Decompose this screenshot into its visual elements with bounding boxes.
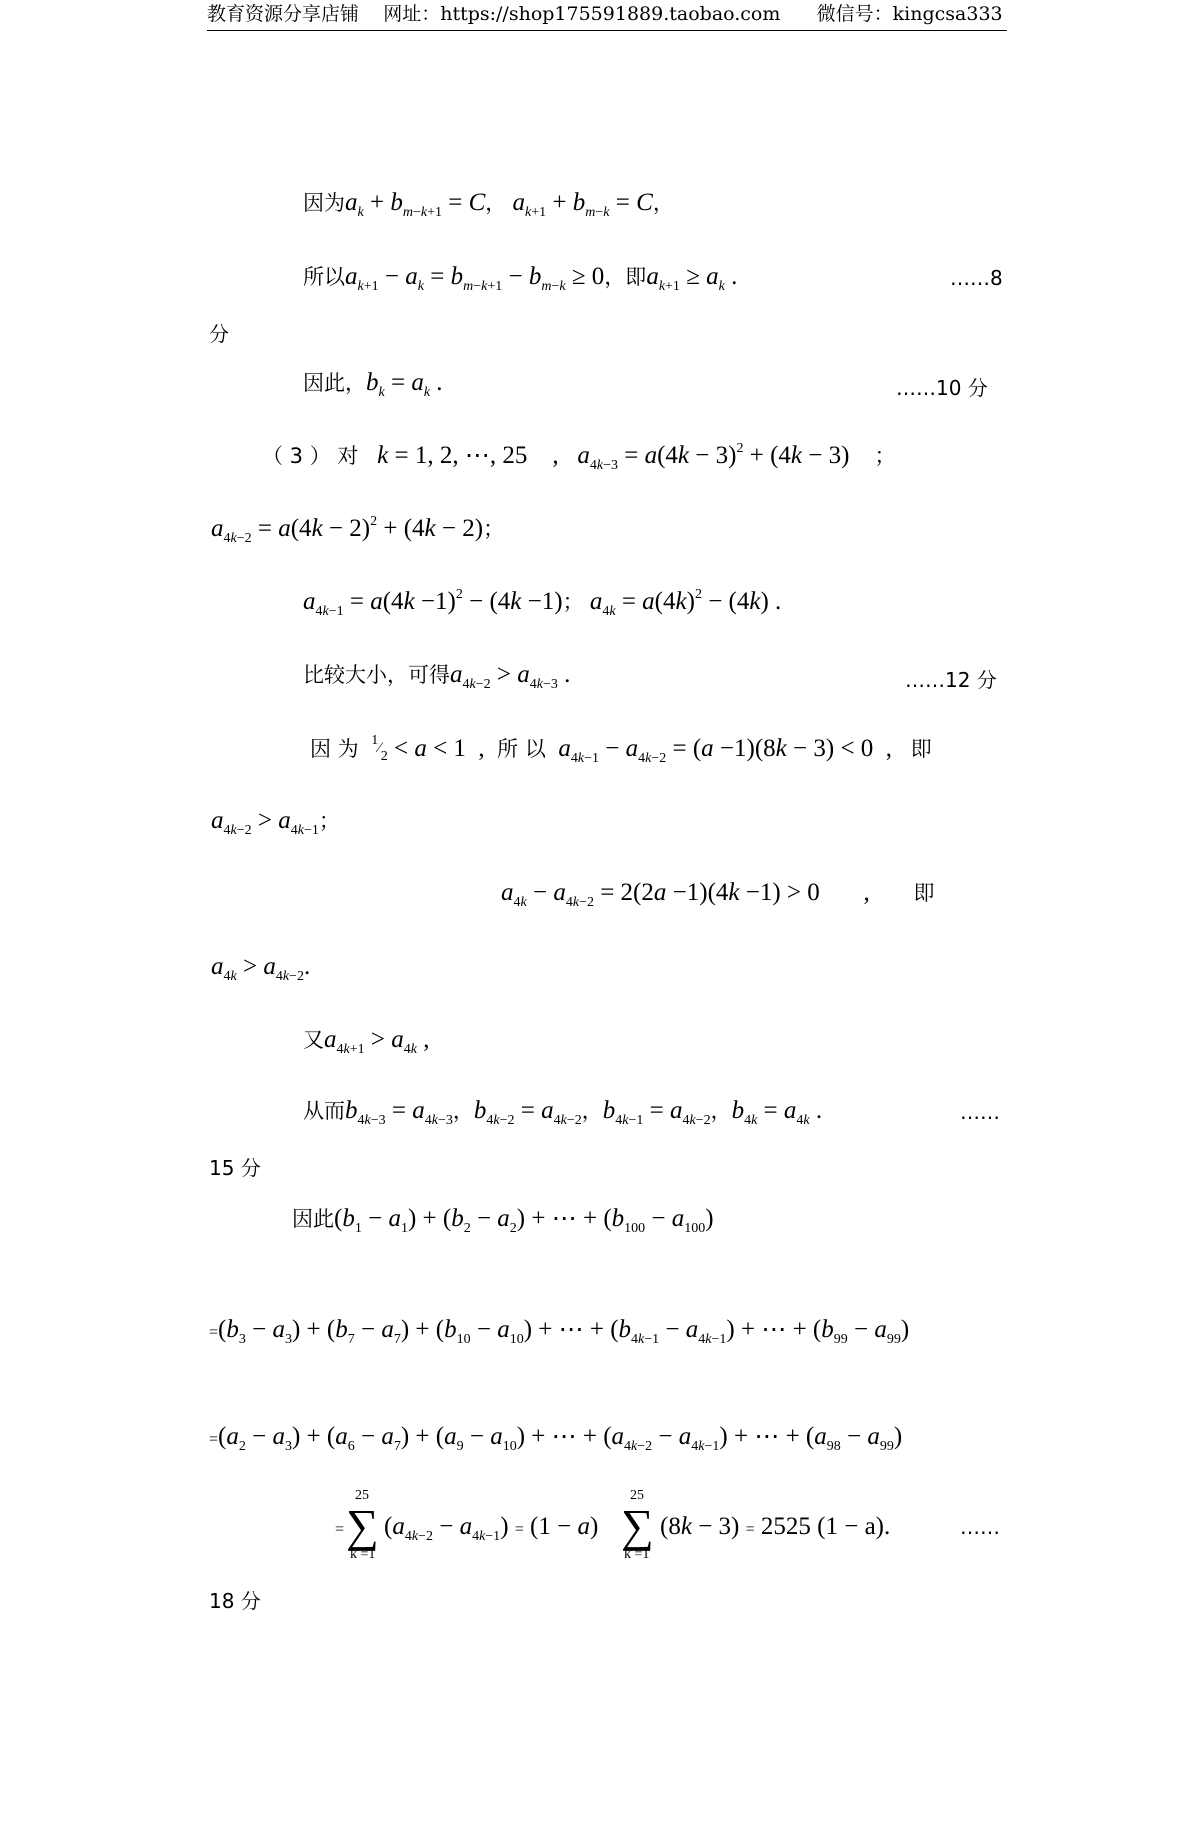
eq-line-13: 从而$b_{4k-3} = a_{4k-3}$，$b_{4k-2} = a_{4k-2}$，$b_{4k-1} = a_{4k-2}$，$b_{4k} = a_{4k}$ .	[303, 1097, 823, 1128]
text-because-spaced: 因 为	[310, 737, 359, 761]
eq-line-17c: (8k − 3) = 2525 (1 − a).	[660, 1513, 891, 1540]
eq-line-9: $a_{4k-2} > a_{4k-1}$；	[211, 807, 340, 838]
eq-line-7: 比较大小，可得$a_{4k-2} > a_{4k-3}$ .	[303, 661, 571, 692]
score-15-dots: ……	[960, 1100, 1000, 1124]
eq-line-2: 所以$a_{k+1} - a_k = b_{m-k+1} - b_{m-k} \ge 0$，即$a_{k+1} \ge a_k$ .	[303, 263, 738, 294]
sum1-upper: 25	[355, 1488, 369, 1503]
text-you: 又	[303, 1028, 324, 1052]
text-compare: 比较大小，可得	[303, 663, 450, 687]
text-so: 所以	[303, 265, 345, 289]
eq-line-6: $a_{4k-1} = a(4k -1)^2 - (4k -1)$； $a_{4k} = a(4k)^2 - (4k)$ .	[303, 587, 782, 619]
eq-line-14: 因此$(b_1 - a_1) + (b_2 - a_2)$ + ⋯ + $(b_{100} - a_{100})$	[292, 1205, 714, 1236]
shop-url: https://shop175591889.taobao.com	[440, 3, 781, 25]
url-label: 网址：	[383, 3, 441, 25]
eq-line-17a: =	[335, 1521, 345, 1538]
eq-line-11: $a_{4k} > a_{4k-2}$.	[211, 953, 311, 984]
eq-line-1: 因为$a_k + b_{m-k+1} = C$， $a_{k+1} + b_{m-k} = C$，	[303, 189, 674, 220]
eq-line-5: $a_{4k-2} = a(4k - 2)^2 + (4k - 2)$；	[211, 514, 505, 546]
sum2-lower: k =1	[624, 1547, 650, 1562]
text-part3: （ 3 ） 对	[262, 444, 359, 468]
eq-line-10: $a_{4k} - a_{4k-2} = 2(2a -1)(4k -1) > 0$ , 即	[501, 879, 935, 910]
text-therefore: 因此，	[303, 371, 366, 395]
eq-line-3: 因此，$b_k = a_k$ .	[303, 369, 443, 400]
text-so-spaced: 所 以	[497, 737, 546, 761]
wechat-id: kingcsa333	[892, 3, 1003, 25]
eq-line-8: 因 为 $^1⁄_2 < a < 1$ , 所 以 $a_{4k-1} - a_{4k-2} = (a -1)(8k - 3) < 0$ , 即	[310, 733, 932, 766]
eq-line-12: 又$a_{4k+1} > a_{4k}$ ,	[303, 1026, 430, 1057]
sum1-lower: k =1	[350, 1547, 376, 1562]
text-congershu: 从而	[303, 1099, 345, 1123]
score-12: ……12 分	[905, 668, 997, 692]
sum-result: 2525 (1 − a).	[760, 1513, 891, 1540]
score-18-dots: ……	[960, 1515, 1000, 1539]
wechat-label: 微信号：	[816, 3, 893, 25]
sum2-upper: 25	[630, 1488, 644, 1503]
score-8: ……8	[950, 266, 1003, 290]
sum2-sigma: ∑	[621, 1500, 654, 1551]
page-header	[207, 0, 1007, 31]
shop-name: 教育资源分享店铺	[207, 3, 360, 25]
eq-line-17b: $(a_{4k-2} - a_{4k-1}) = (1 - a)$	[384, 1513, 599, 1544]
eq-line-15: $=(b_3 - a_3) + (b_7 - a_7) + (b_{10} - a_{10})$ + ⋯ + $(b_{4k-1} - a_{4k-1})$ + ⋯ + $(b_{99} - a_{99})$	[209, 1316, 910, 1347]
text-because: 因为	[303, 191, 345, 215]
eq-line-4: （ 3 ） 对 k = 1, 2, ⋯, 25 , $a_{4k-3} = a(4k - 3)^2 + (4k - 3)$ ；	[262, 441, 896, 473]
score-10: ……10 分	[896, 376, 988, 400]
score-18-fen: 18 分	[209, 1589, 261, 1613]
score-8-fen: 分	[209, 322, 229, 346]
score-15-fen: 15 分	[209, 1156, 261, 1180]
text-therefore2: 因此	[292, 1207, 334, 1231]
sum1-sigma: ∑	[346, 1500, 379, 1551]
eq-line-16: $=(a_2 - a_3) + (a_6 - a_7) + (a_9 - a_{10})$ + ⋯ + $(a_{4k-2} - a_{4k-1})$ + ⋯ + $(a_{98} - a_{99})$	[209, 1423, 903, 1454]
